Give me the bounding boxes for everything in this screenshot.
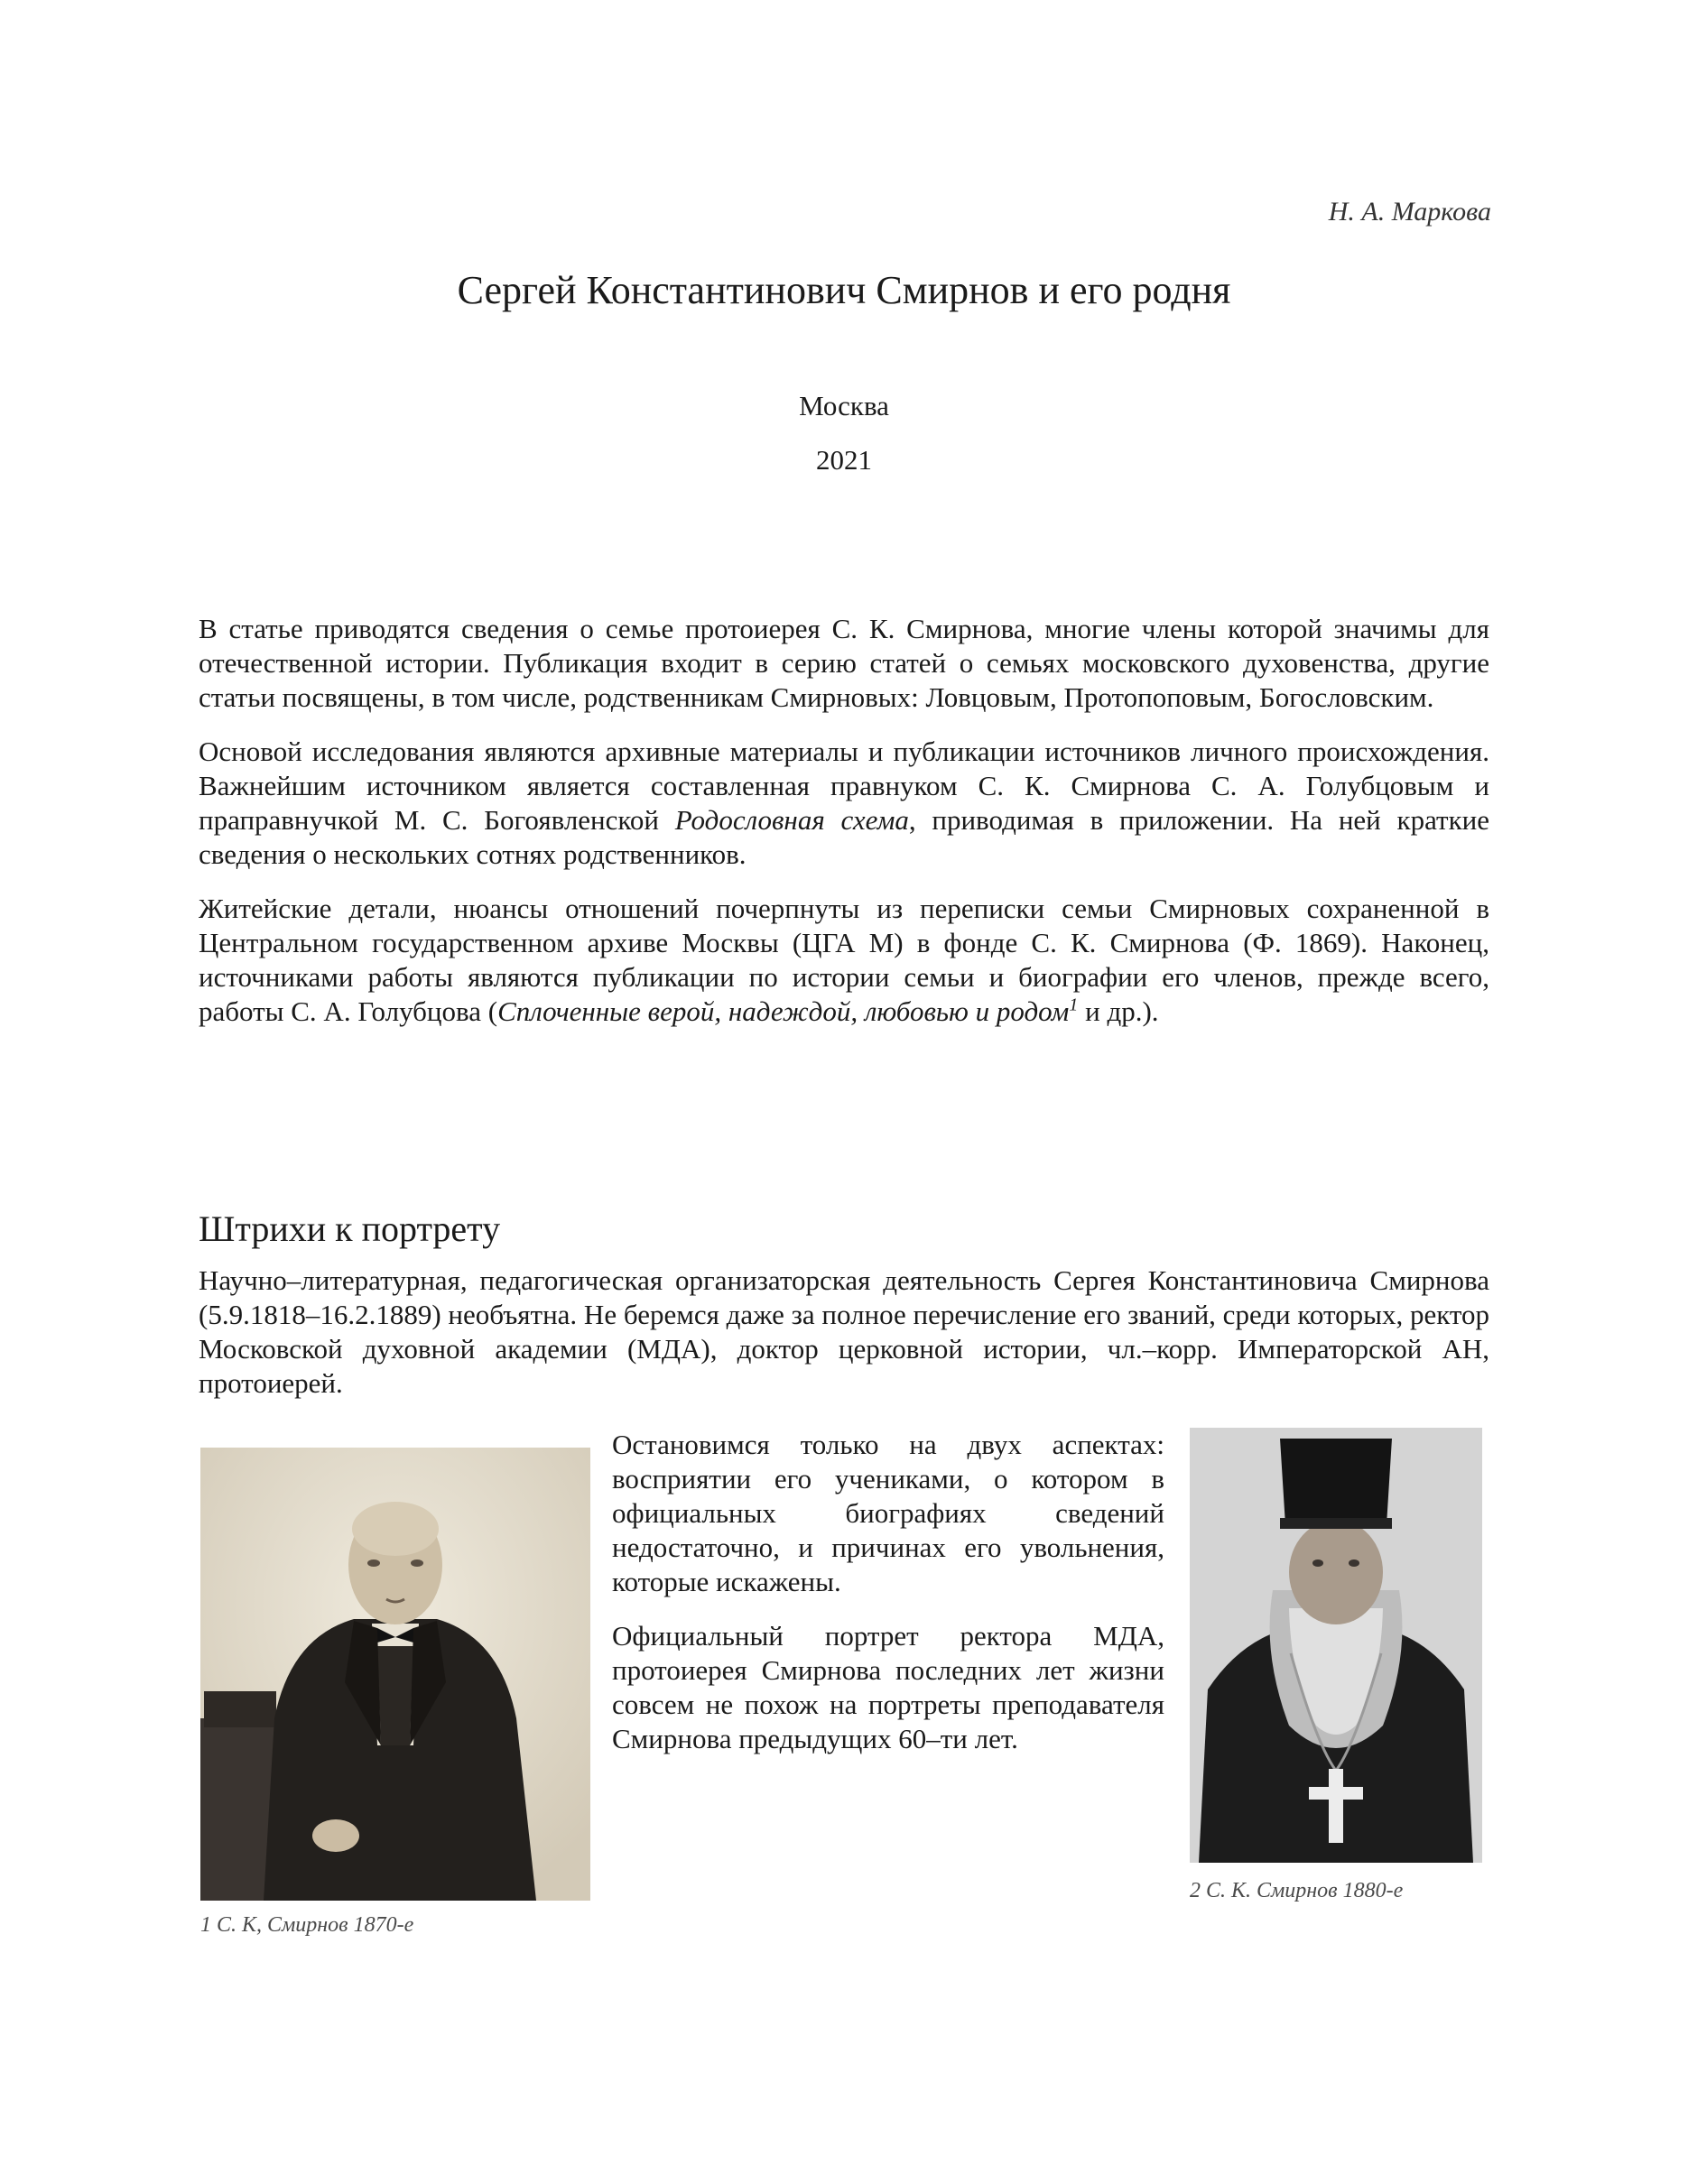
publication-year: 2021: [816, 444, 872, 476]
text-column: [612, 1428, 1164, 1776]
portrait-photo-1880s: [1190, 1428, 1482, 1863]
abstract-paragraph-2: [199, 735, 1489, 872]
publication-city: Москва: [799, 390, 889, 421]
footnote-marker[interactable]: 1: [1069, 995, 1079, 1015]
figure-caption-2: 2 С. К. Смирнов 1880-е: [1190, 1879, 1404, 1902]
abstract: [199, 612, 1489, 1049]
column-paragraph-2: Официальный портрет ректора МДА, протоиерея Смирнова последних лет жизни совсем не похож на портреты преподавателя Смирнова предыдущих 60–ти лет.: [612, 1620, 1164, 1754]
abstract-paragraph-2-text: Основой исследования являются архивные материалы и публикации источников личного происхождения. Важнейшим источником является составленная правнуком С. К. Смирнова С. А. Голубцовым и праправнучкой М. С. Богоявленской: [199, 736, 1489, 836]
book-title: Сплоченные верой, надеждой, любовью и родом: [497, 995, 1070, 1027]
column-paragraph-1: Остановимся только на двух аспектах: восприятии его учениками, о котором в официальных биографиях сведений недостаточно, и причинах его увольнения, которые искажены.: [612, 1429, 1164, 1597]
genealogy-scheme-title: Родословная схема: [674, 804, 909, 836]
author-name: Н. А. Маркова: [1328, 197, 1491, 227]
document-title: Сергей Константинович Смирнов и его родня: [457, 268, 1231, 312]
portrait-photo-1870s: [200, 1448, 590, 1901]
abstract-paragraph-1: В статье приводятся сведения о семье протоиерея С. К. Смирнова, многие члены которой значимы для отечественной истории. Публикация входит в серию статей о семьях московского духовенства, другие статьи посвящены, в том числе, родственникам Смирновых: Ловцовым, Протопоповым, Богословским.: [199, 613, 1489, 713]
abstract-paragraph-3: [199, 892, 1489, 1029]
section-heading: Штрихи к портрету: [199, 1208, 501, 1249]
figure-caption-1: 1 С. К, Смирнов 1870-е: [200, 1913, 414, 1937]
section-paragraph: Научно–литературная, педагогическая организаторская деятельность Сергея Константиновича Смирнова (5.9.1818–16.2.1889) необъятна. Не беремся даже за полное перечисление его званий, среди которых, ректор Московской духовной академии (МДА), доктор церковной истории, чл.–корр. Императорской АН, протоиерей.: [199, 1264, 1489, 1399]
abstract-paragraph-3-text-end: и др.).: [1078, 995, 1159, 1027]
abstract-paragraph-3-text: Житейские детали, нюансы отношений почерпнуты из переписки семьи Смирновых сохраненной в Центральном государственном архиве Москвы (ЦГА М) в фонде С. К. Смирнова (Ф. 1869). Наконец, источниками работы являются публикации по истории семьи и биографии его членов, прежде всего, работы С. А. Голубцова (: [199, 893, 1489, 1027]
abstract-paragraph-2-text-end: , приводимая в приложении. На ней краткие сведения о нескольких сотнях родственников.: [199, 804, 1489, 870]
